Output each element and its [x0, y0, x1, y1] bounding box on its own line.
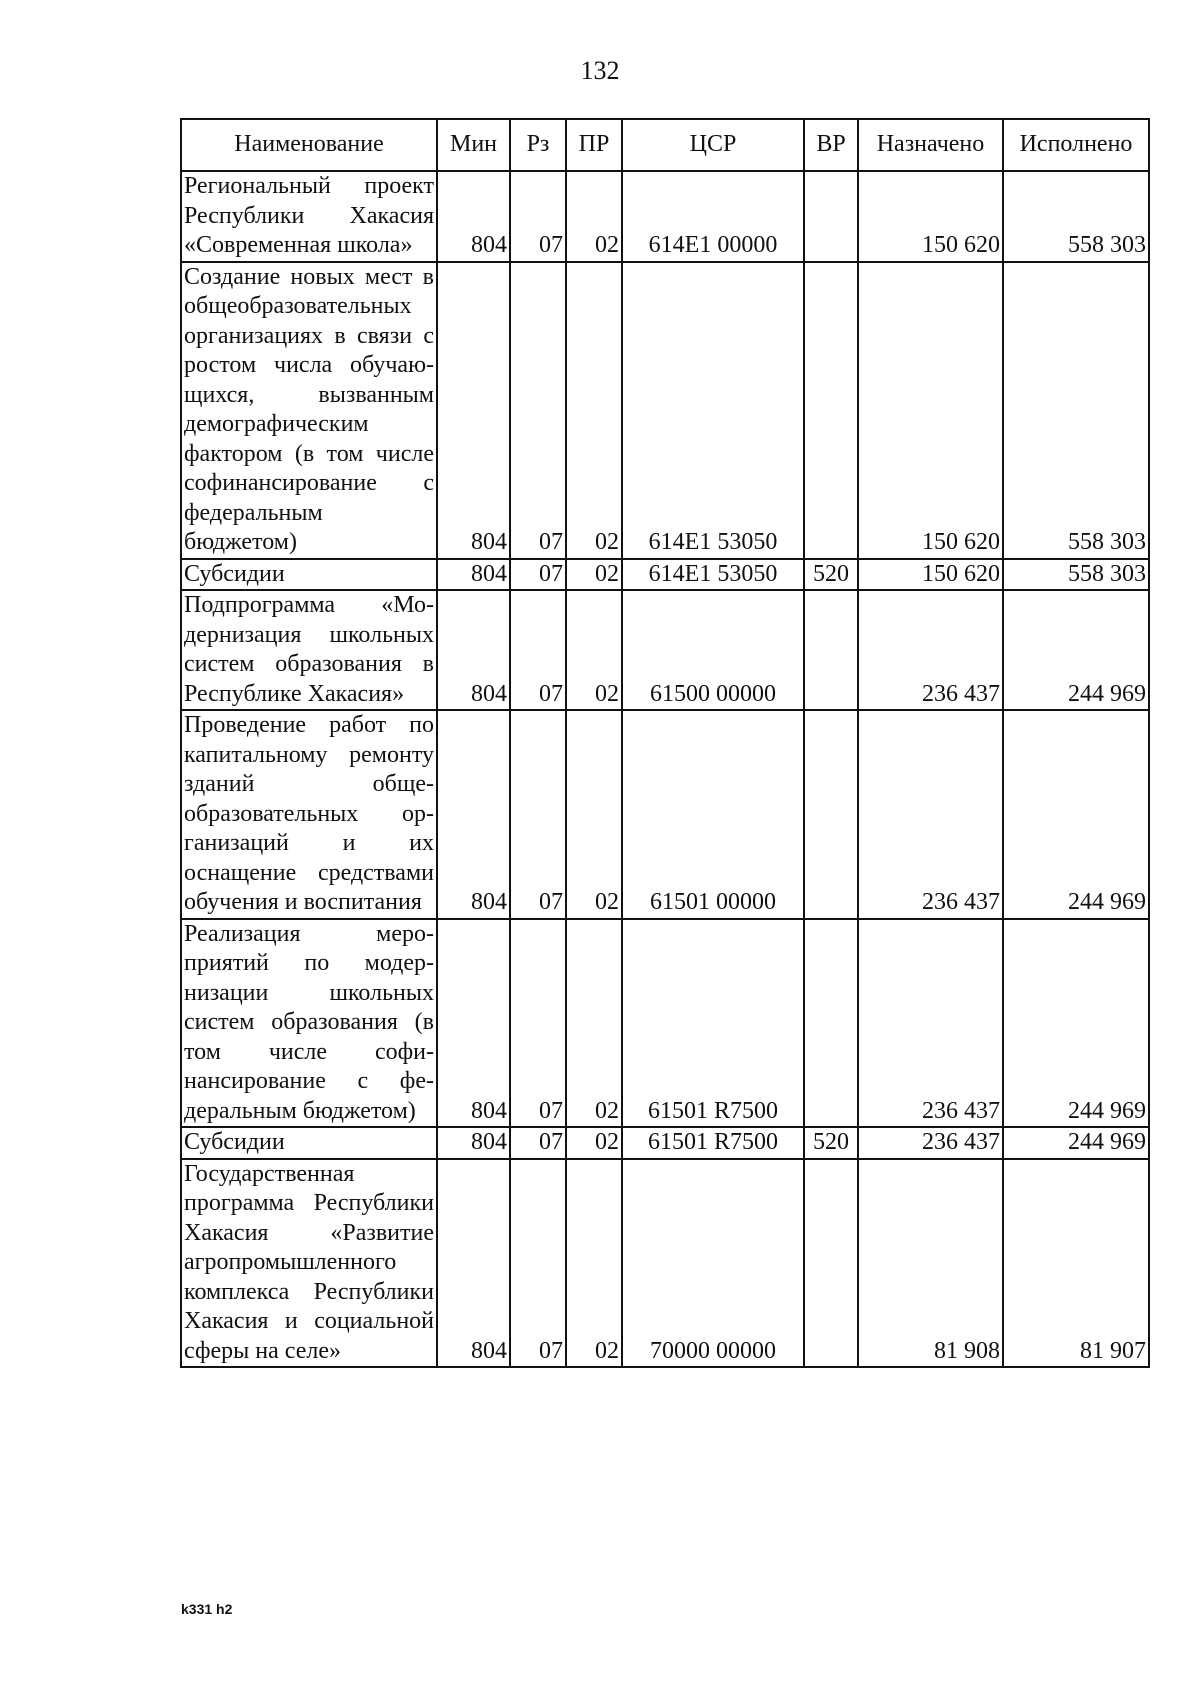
row-min: 804 [437, 1159, 510, 1368]
row-executed: 244 969 [1003, 1127, 1149, 1159]
row-rz: 07 [510, 1159, 566, 1368]
page-number: 132 [580, 56, 620, 85]
budget-table [180, 118, 1150, 1368]
row-min: 804 [437, 262, 510, 559]
row-csr: 61501 R7500 [622, 1127, 804, 1159]
row-vr [804, 1159, 858, 1368]
row-rz: 07 [510, 710, 566, 919]
row-rz: 07 [510, 590, 566, 710]
row-executed: 244 969 [1003, 710, 1149, 919]
header-pr: ПР [566, 119, 622, 171]
row-min: 804 [437, 919, 510, 1128]
row-csr: 61501 R7500 [622, 919, 804, 1128]
table-row [181, 710, 1149, 919]
row-min: 804 [437, 1127, 510, 1159]
row-rz: 07 [510, 559, 566, 591]
row-executed: 81 907 [1003, 1159, 1149, 1368]
row-csr: 70000 00000 [622, 1159, 804, 1368]
row-pr: 02 [566, 919, 622, 1128]
row-pr: 02 [566, 1159, 622, 1368]
table-row [181, 262, 1149, 559]
row-name: Подпрограмма «Модернизация школьных систем образования в Республике Хакасия» [181, 590, 437, 710]
header-name: Наименование [181, 119, 437, 171]
row-rz: 07 [510, 262, 566, 559]
row-min: 804 [437, 559, 510, 591]
header-min: Мин [437, 119, 510, 171]
header-executed: Исполнено [1003, 119, 1149, 171]
row-executed: 558 303 [1003, 262, 1149, 559]
row-rz: 07 [510, 1127, 566, 1159]
row-csr: 614E1 53050 [622, 262, 804, 559]
table-row [181, 919, 1149, 1128]
row-name: Создание новых мест в общеобразовательных организациях в связи с ростом числа обучающихся, вызванным демографическим фактором (в том числе софинансирование с федеральным бюджетом) [181, 262, 437, 559]
row-name: Проведение работ по капитальному ремонту зданий общеобразовательных организаций и их оснащение средствами обучения и воспитания [181, 710, 437, 919]
row-assigned: 150 620 [858, 559, 1003, 591]
row-assigned: 236 437 [858, 590, 1003, 710]
row-pr: 02 [566, 590, 622, 710]
row-assigned: 236 437 [858, 710, 1003, 919]
row-vr [804, 171, 858, 262]
row-assigned: 150 620 [858, 262, 1003, 559]
row-executed: 244 969 [1003, 919, 1149, 1128]
row-name: Субсидии [181, 559, 437, 591]
header-assigned: Назначено [858, 119, 1003, 171]
table-row [181, 1159, 1149, 1368]
row-name: Реализация мероприятий по модернизации школьных систем образования (в том числе софинансирование с федеральным бюджетом) [181, 919, 437, 1128]
row-pr: 02 [566, 171, 622, 262]
row-csr: 614E1 00000 [622, 171, 804, 262]
row-executed: 558 303 [1003, 559, 1149, 591]
row-vr [804, 919, 858, 1128]
row-pr: 02 [566, 710, 622, 919]
row-pr: 02 [566, 1127, 622, 1159]
row-min: 804 [437, 171, 510, 262]
table-row [181, 1127, 1149, 1159]
header-rz: Рз [510, 119, 566, 171]
table-header-row [181, 119, 1149, 171]
row-executed: 558 303 [1003, 171, 1149, 262]
table-row [181, 171, 1149, 262]
row-rz: 07 [510, 919, 566, 1128]
row-vr: 520 [804, 1127, 858, 1159]
row-assigned: 236 437 [858, 919, 1003, 1128]
row-assigned: 150 620 [858, 171, 1003, 262]
row-vr [804, 590, 858, 710]
header-csr: ЦСР [622, 119, 804, 171]
row-rz: 07 [510, 171, 566, 262]
row-pr: 02 [566, 262, 622, 559]
row-min: 804 [437, 590, 510, 710]
row-csr: 614E1 53050 [622, 559, 804, 591]
row-executed: 244 969 [1003, 590, 1149, 710]
table-row [181, 590, 1149, 710]
row-assigned: 81 908 [858, 1159, 1003, 1368]
row-pr: 02 [566, 559, 622, 591]
row-name: Государственная программа Республики Хакасия «Развитие агропромышленного комплекса Республики Хакасия и социальной сферы на селе» [181, 1159, 437, 1368]
row-vr: 520 [804, 559, 858, 591]
table-row [181, 559, 1149, 591]
header-vr: ВР [804, 119, 858, 171]
row-name: Региональный проект Республики Хакасия «Современная школа» [181, 171, 437, 262]
row-min: 804 [437, 710, 510, 919]
row-vr [804, 262, 858, 559]
row-csr: 61500 00000 [622, 590, 804, 710]
row-csr: 61501 00000 [622, 710, 804, 919]
row-name: Субсидии [181, 1127, 437, 1159]
row-vr [804, 710, 858, 919]
row-assigned: 236 437 [858, 1127, 1003, 1159]
footer-code: k331 h2 [181, 1601, 233, 1617]
